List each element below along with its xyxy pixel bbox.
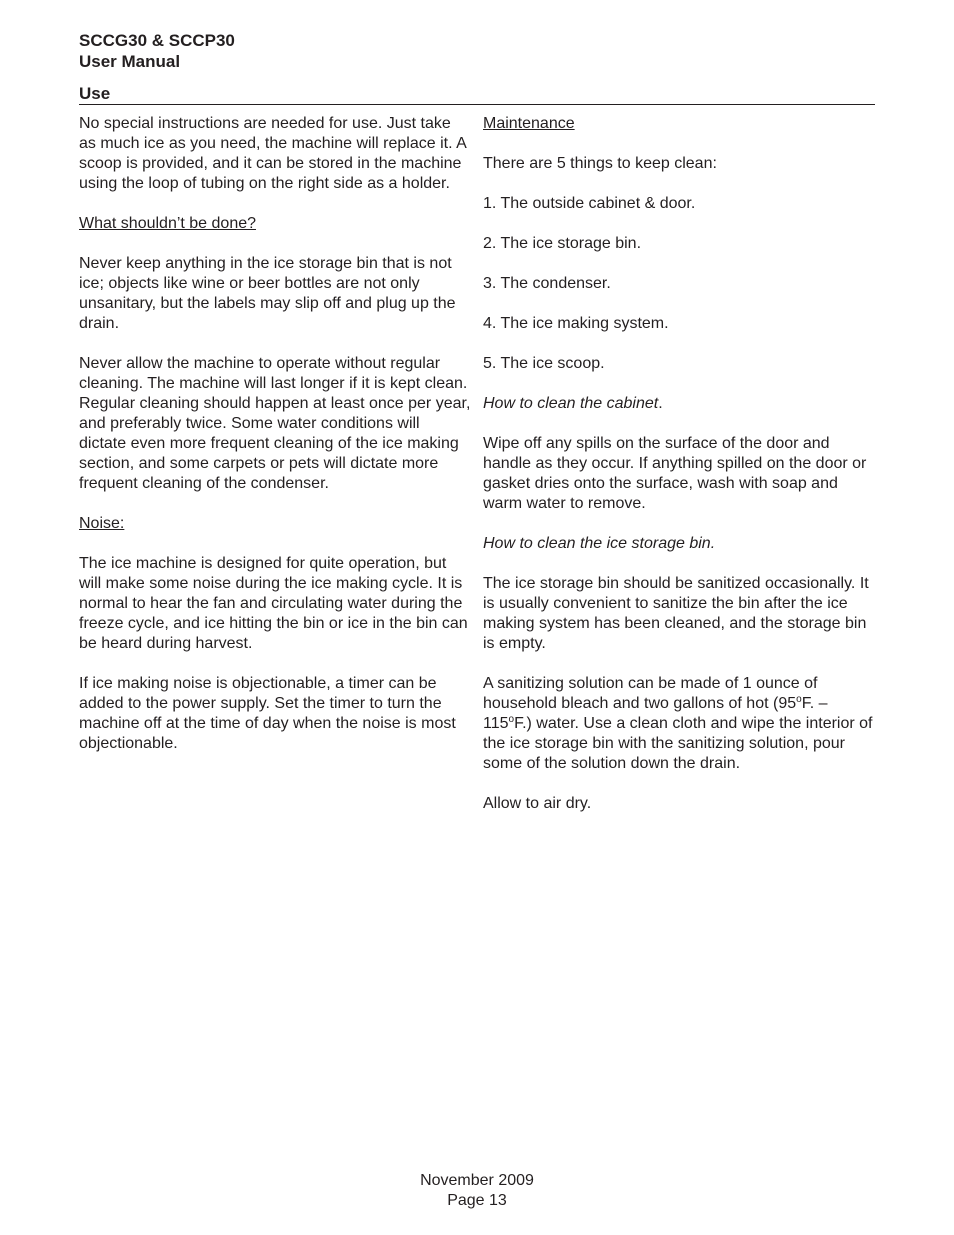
right-column xyxy=(483,114,875,834)
what-not-paragraph-1: Never keep anything in the ice storage bin that is not ice; objects like wine or beer bottles are not only unsanitary, but the labels may slip off and plug up the drain. xyxy=(79,255,456,332)
air-dry-paragraph: Allow to air dry. xyxy=(483,795,592,812)
left-column xyxy=(79,114,471,774)
sanitize-paragraph xyxy=(483,674,875,774)
page-number: Page 13 xyxy=(447,1192,507,1209)
cabinet-heading-period: . xyxy=(658,395,663,412)
bin-paragraph: The ice storage bin should be sanitized occasionally. It is usually convenient to sanitize the bin after the ice making system has been cleaned, and the storage bin is empty. xyxy=(483,575,869,652)
footer-date: November 2009 xyxy=(420,1172,534,1189)
cabinet-paragraph: Wipe off any spills on the surface of the door and handle as they occur. If anything spilled on the door or gasket dries onto the surface, wash with soap and warm water to remove. xyxy=(483,435,867,512)
what-not-paragraph-2: Never allow the machine to operate without regular cleaning. The machine will last longer if it is kept clean. Regular cleaning should happen at least once per year, and preferably twice. Some water conditions will dictate even more frequent cleaning of the ice making section, and some carpets or pets will dictate more frequent cleaning of the condenser. xyxy=(79,355,471,492)
list-item: 5. The ice scoop. xyxy=(483,355,605,372)
list-item: 4. The ice making system. xyxy=(483,315,669,332)
what-not-heading: What shouldn’t be done? xyxy=(79,215,257,232)
noise-paragraph-2: If ice making noise is objectionable, a timer can be added to the power supply. Set the timer to turn the machine off at the time of day when the noise is most objectionable. xyxy=(79,675,456,752)
section-divider xyxy=(79,104,875,105)
page-footer xyxy=(0,1171,954,1211)
bin-heading: How to clean the ice storage bin. xyxy=(483,535,716,552)
model-title: SCCG30 & SCCP30 xyxy=(79,31,235,50)
degree-mark: o xyxy=(796,694,802,705)
sanitize-text-3: F.) water. Use a clean cloth and wipe the interior of the ice storage bin with the sanitizing solution, pour some of the solution down the drain. xyxy=(483,715,873,772)
document-header xyxy=(79,30,235,72)
maintenance-heading: Maintenance xyxy=(483,115,575,132)
intro-paragraph: No special instructions are needed for use. Just take as much ice as you need, the machine will replace it. A scoop is provided, and it can be stored in the machine using the loop of tubing on the right side as a holder. xyxy=(79,115,466,192)
list-item: 3. The condenser. xyxy=(483,275,611,292)
list-item: 2. The ice storage bin. xyxy=(483,235,642,252)
degree-mark: o xyxy=(508,714,515,725)
things-intro: There are 5 things to keep clean: xyxy=(483,155,717,172)
noise-heading: Noise: xyxy=(79,515,125,532)
cabinet-heading xyxy=(483,394,875,414)
list-item: 1. The outside cabinet & door. xyxy=(483,195,696,212)
sanitize-text-1: A sanitizing solution can be made of 1 ounce of household bleach and two gallons of hot (95 xyxy=(483,675,818,712)
section-title: Use xyxy=(79,84,111,103)
doc-type-title: User Manual xyxy=(79,52,181,71)
noise-paragraph-1: The ice machine is designed for quite operation, but will make some noise during the ice making cycle. It is normal to hear the fan and circulating water during the freeze cycle, and ice hitting the bin or ice in the bin can be heard during harvest. xyxy=(79,555,468,652)
sanitize-text-2: F. – 115 xyxy=(483,695,828,732)
cabinet-heading-text: How to clean the cabinet xyxy=(483,395,659,412)
